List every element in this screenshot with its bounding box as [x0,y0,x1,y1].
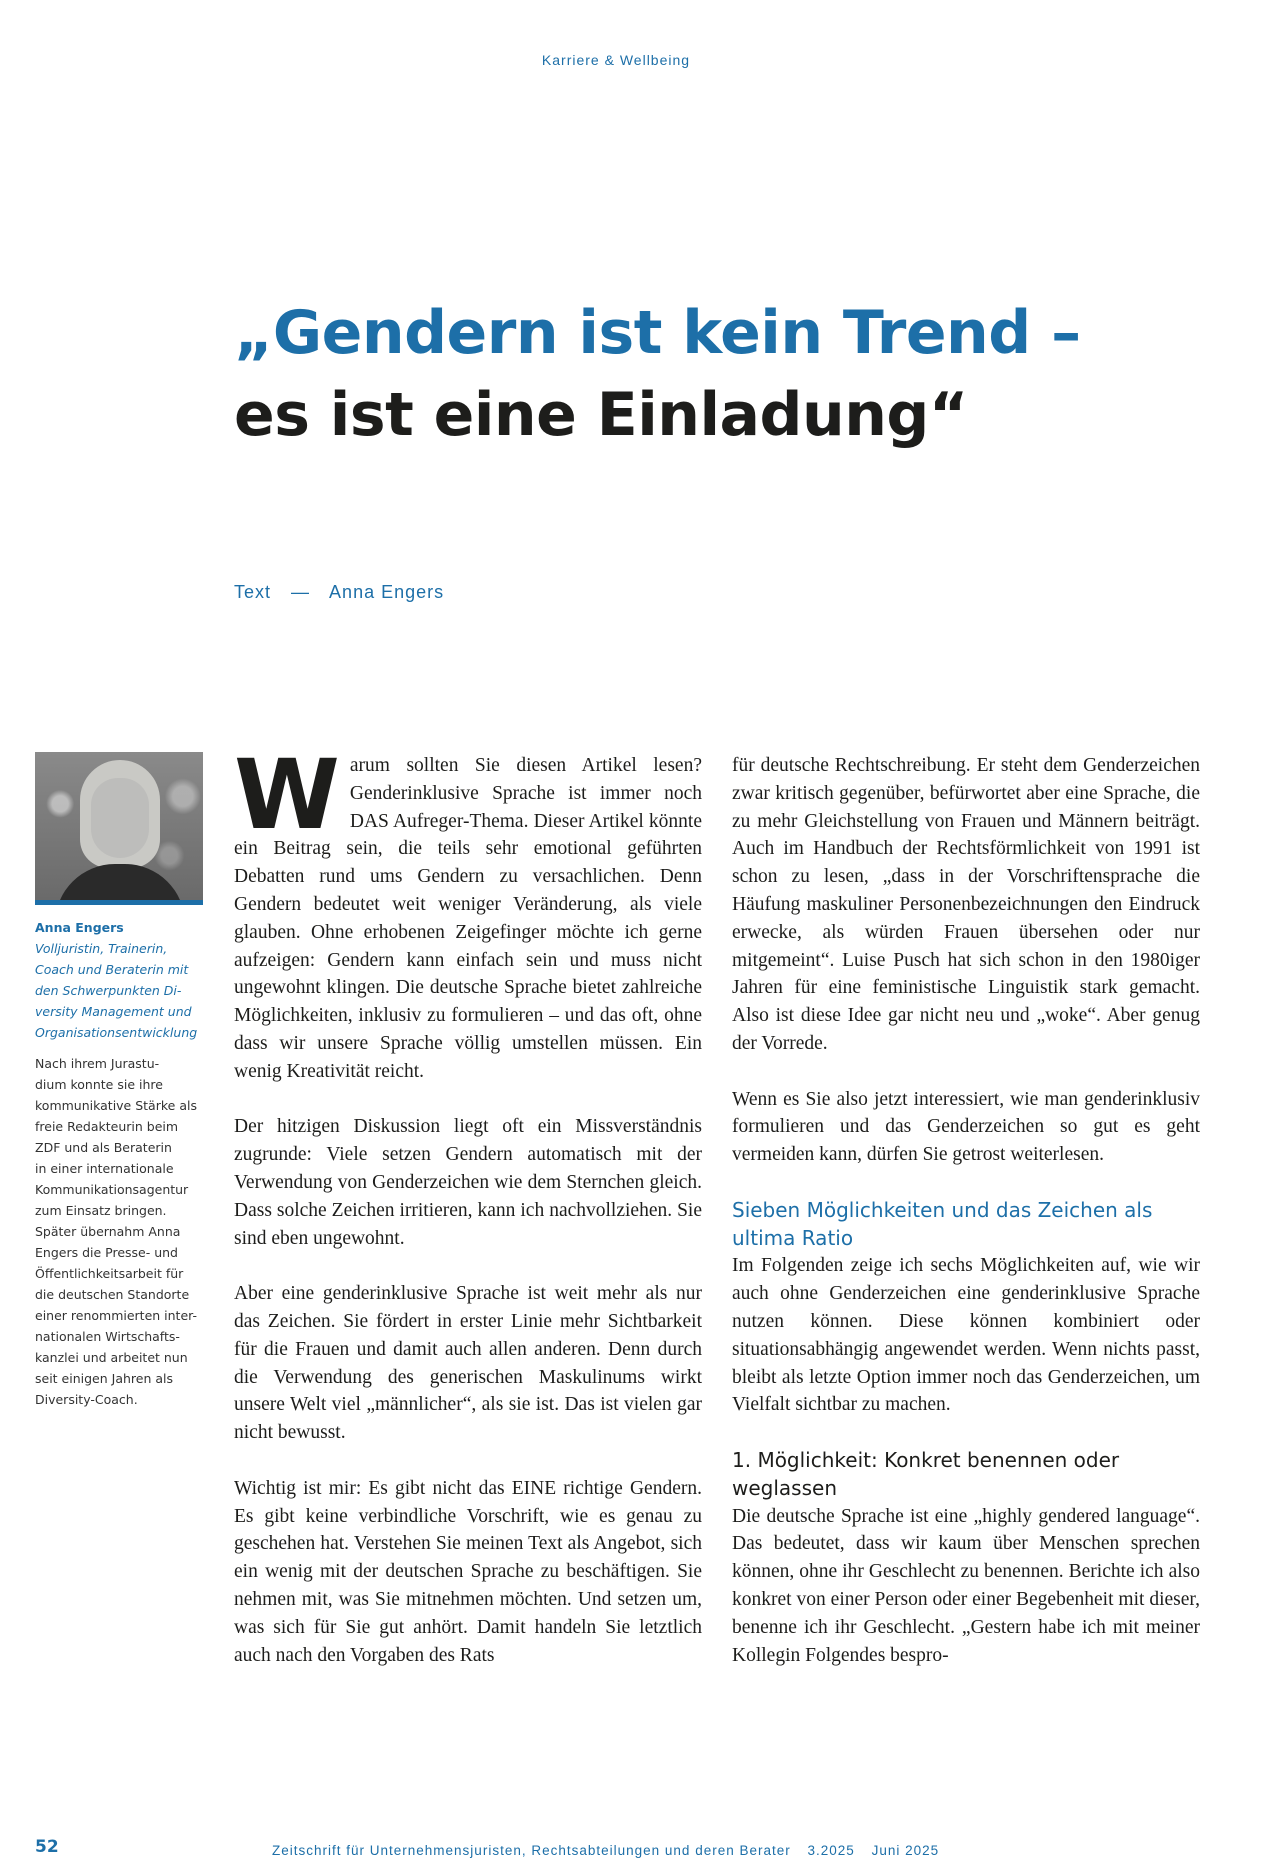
author-bio-line: einer renommierten inter- [35,1308,197,1323]
body-column-right [732,752,1200,1697]
author-bio-line: kommunikative Stärke als [35,1098,197,1113]
author-role-line: versity Management und [35,1004,192,1019]
page-number: 52 [35,1837,59,1857]
body-paragraph: Aber eine genderinklusive Sprache ist weit mehr als nur das Zeichen. Sie fördert in erster Linie mehr Sichtbarkeit für die Frauen und damit auch allen anderen. Denn durch die Verwendung des generischen Maskulinums wirkt unsere Welt viel „männlicher“, als sie ist. Das ist vielen gar nicht bewusst. [234,1283,702,1444]
author-bio-line: zum Einsatz bringen. [35,1203,167,1218]
author-bio-line: dium konnte sie ihre [35,1077,163,1092]
body-paragraph: Wenn es Sie also jetzt interessiert, wie man genderinklusiv formulieren und das Genderzeichen so gut es geht vermeiden kann, dürfen Sie getrost weiterlesen. [732,1088,1200,1166]
byline-dash: — [291,582,311,602]
author-bio-line: in einer internationale [35,1161,174,1176]
body-paragraph: Der hitzigen Diskussion liegt oft ein Missverständnis zugrunde: Viele setzen Gendern automatisch mit der Verwendung von Genderzeichen wie dem Sternchen gleich. Dass solche Zeichen irritieren, kann ich nachvollziehen. Sie sind eben ungewohnt. [234,1116,702,1249]
author-bio-line: Engers die Presse- und [35,1245,178,1260]
journal-title: Zeitschrift für Unternehmensjuristen, Rechtsabteilungen und deren Berater [272,1843,791,1858]
byline [234,582,458,603]
subheading: Sieben Möglichkeiten und das Zeichen als ultima Ratio [732,1197,1153,1250]
author-bio-line: Diversity-Coach. [35,1392,138,1407]
section-label: Karriere & Wellbeing [541,52,691,68]
author-bio-line: kanzlei und arbeitet nun [35,1350,188,1365]
body-paragraph: Wichtig ist mir: Es gibt nicht das EINE richtige Gendern. Es gibt keine verbindliche Vorschrift, wie es genau zu geschehen hat. Verstehen Sie meinen Text als Angebot, sich ein wenig mit der deutschen Sprache zu beschäftigen. Sie nehmen mit, was Sie mitnehmen möchten. Und setzen um, was sich für Sie gut anhört. Damit handeln Sie letztlich auch nach den Vorgaben des Rats [234,1477,702,1666]
byline-author: Anna Engers [329,582,445,602]
footer-journal [272,1843,951,1858]
body-paragraph: Im Folgenden zeige ich sechs Möglichkeiten auf, wie wir auch ohne Genderzeichen eine genderinklusive Sprache nutzen können. Diese können kombiniert oder situationsabhängig angewendet werden. Wenn nichts passt, bleibt als letzte Option immer noch das Genderzeichen, um Vielfalt sichtbar zu machen. [732,1255,1200,1416]
body-paragraph: für deutsche Rechtschreibung. Er steht dem Genderzeichen zwar kritisch gegenüber, befürwortet aber eine Sprache, die zu mehr Gleichstellung von Frauen und Männern beiträgt. Auch im Handbuch der Rechtsförmlichkeit von 1991 ist schon zu lesen, „dass in der Vorschriftensprache die Häufung maskuliner Personenbezeichnungen den Eindruck erwecke, als würden Frauen übersehen oder nur mitgemeint“. Luise Pusch hat sich schon in den 1980iger Jahren für eine feministische Linguistik stark gemacht. Also ist diese Idee gar nicht neu und „woke“. Aber genug der Vorrede. [732,755,1200,1054]
author-role-line: Coach und Beraterin mit [35,962,189,977]
headline-line-2: es ist eine Einladung“ [234,380,968,450]
author-portrait [35,752,203,900]
journal-issue: 3.2025 [807,1843,855,1858]
body-paragraph: Die deutsche Sprache ist eine „highly gendered language“. Das bedeutet, dass wir kaum über Menschen sprechen können, ohne ihr Geschlecht zu benennen. Berichte ich also konkret von einer Person oder einer Begebenheit mit dieser, benenne ich ihr Geschlecht. „Gestern habe ich mit meiner Kollegin Folgendes bespro- [732,1505,1200,1666]
author-role-line: den Schwerpunkten Di- [35,983,182,998]
body-paragraph: Warum sollten Sie diesen Artikel lesen? Genderinklusive Sprache ist immer noch DAS Aufreger-Thema. Dieser Artikel könnte ein Beitrag sein, die teils sehr emotional geführten Debatten rund ums Gendern zu versachlichen. Denn Gendern bedeutet weit weniger Veränderung, als viele glauben. Ohne erhobenen Zeigefinger möchte ich gerne aufzeigen: Gendern kann einfach sein und muss nicht ungewohnt klingen. Die deutsche Sprache bietet zahlreiche Möglichkeiten, inklusiv zu formulieren – und das oft, ohne dass wir unsere Sprache völlig umstellen müssen. Ein wenig Kreativität reicht. [234,739,702,1082]
author-bio-line: ZDF und als Beraterin [35,1140,172,1155]
author-role-line: Volljuristin, Trainerin, [35,941,168,956]
subheading: 1. Möglichkeit: Konkret benennen oder weglassen [732,1447,1120,1500]
headline-line-1: „Gendern ist kein Trend – [234,298,1081,368]
byline-label: Text [234,582,272,602]
author-bio [35,1053,203,1410]
journal-date: Juni 2025 [871,1843,940,1858]
author-bio-line: Kommunikationsagentur [35,1182,189,1197]
author-sidebar [35,752,203,1410]
author-bio-line: seit einigen Jahren als [35,1371,173,1386]
author-bio-line: Später übernahm Anna [35,1224,181,1239]
author-bio-line: Nach ihrem Jurastu- [35,1056,160,1071]
author-role [35,938,203,1043]
headline [234,292,1134,456]
drop-cap: W [234,739,340,851]
portrait-accent-bar [35,900,203,905]
body-column-left [234,739,702,1697]
author-role-line: Organisationsentwicklung [35,1025,198,1040]
author-name: Anna Engers [35,920,124,935]
author-bio-line: Öffentlichkeitsarbeit für [35,1266,184,1281]
author-bio-line: freie Redakteurin beim [35,1119,179,1134]
author-bio-line: nationalen Wirtschafts- [35,1329,180,1344]
author-bio-line: die deutschen Standorte [35,1287,190,1302]
